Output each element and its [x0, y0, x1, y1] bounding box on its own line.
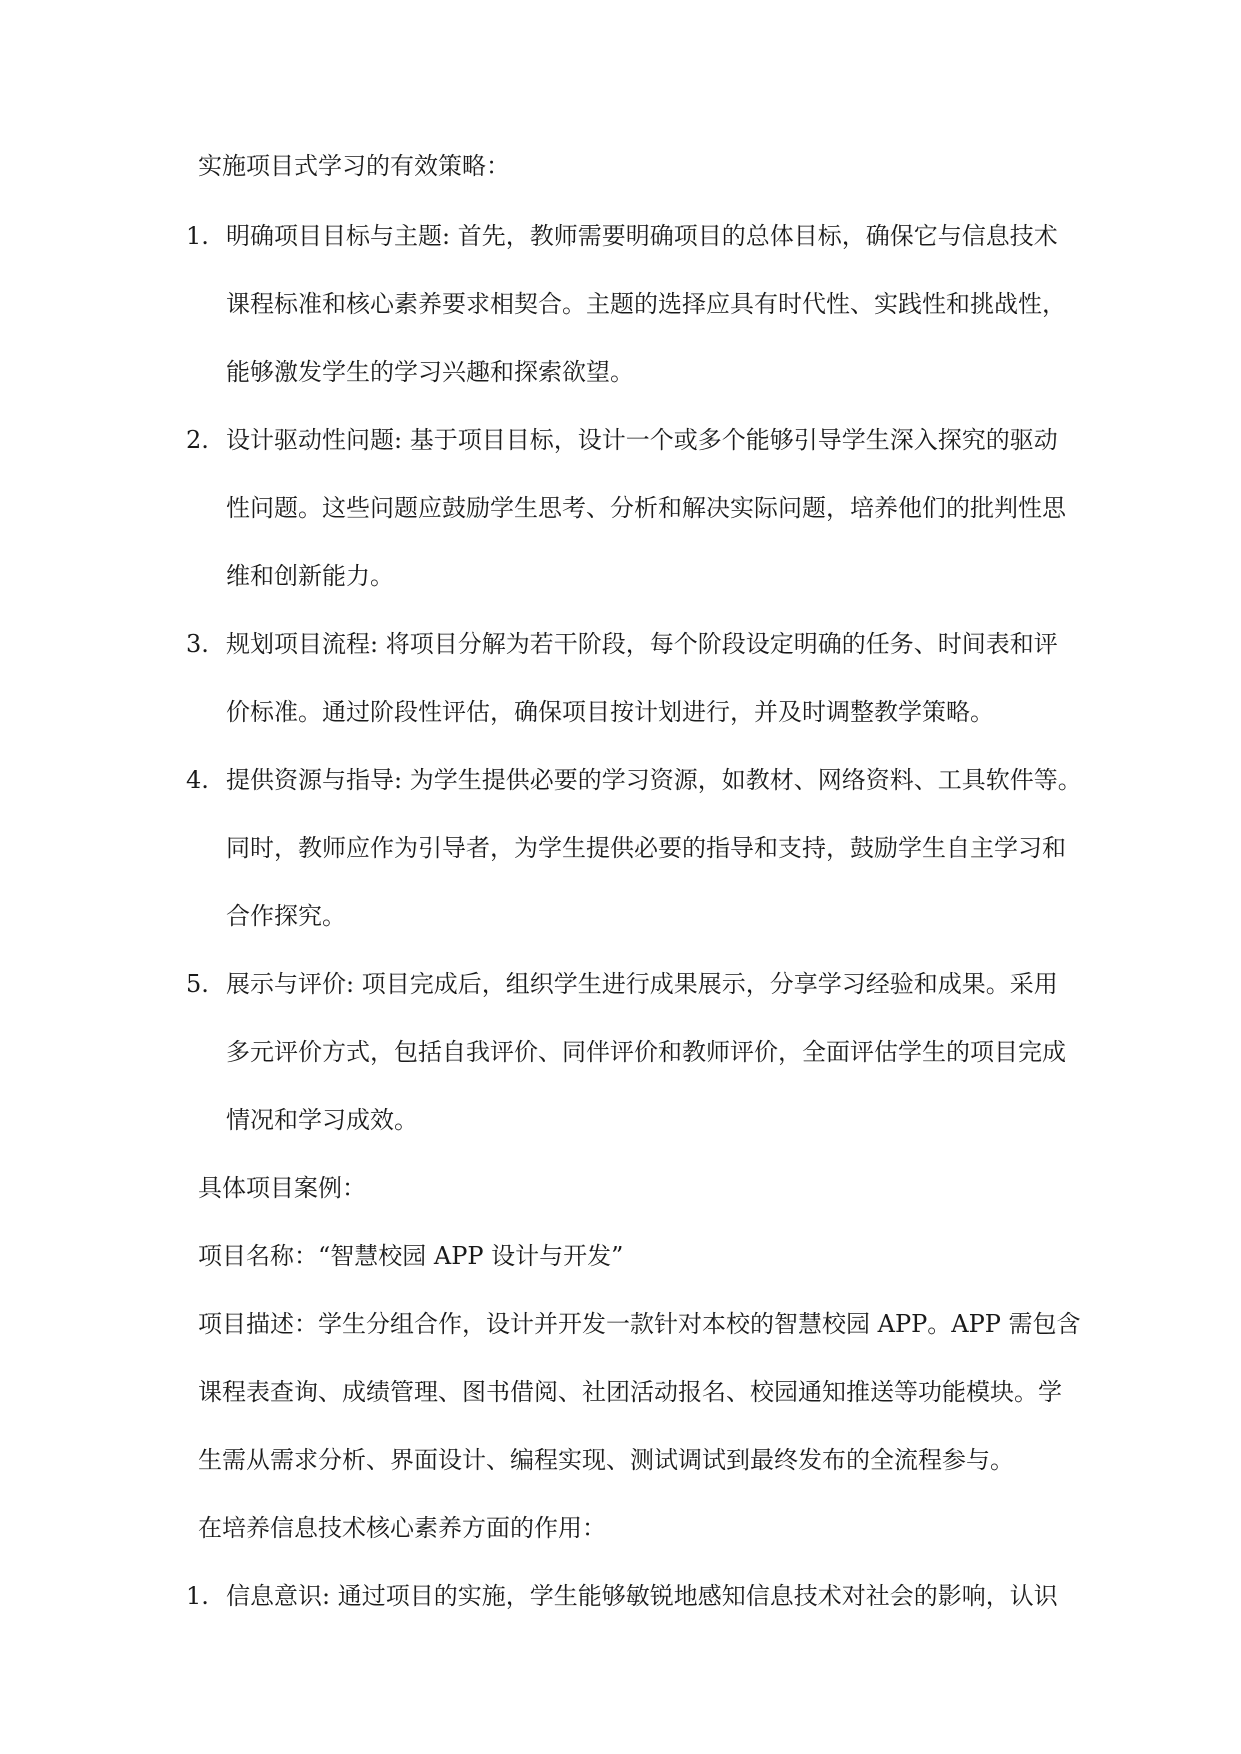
list-number: 1. — [186, 1582, 209, 1610]
list-item-line: 信息意识: 通过项目的实施，学生能够敏锐地感知信息技术对社会的影响，认识 — [226, 1582, 1058, 1610]
list-item-line: 合作探究。 — [226, 902, 346, 930]
project-name: 项目名称：“智慧校园 APP 设计与开发” — [198, 1242, 624, 1270]
list-item-line: 规划项目流程: 将项目分解为若干阶段，每个阶段设定明确的任务、时间表和评 — [226, 630, 1058, 658]
project-description-line: 项目描述：学生分组合作，设计并开发一款针对本校的智慧校园 APP。APP 需包含 — [198, 1310, 1081, 1338]
list-item-line: 提供资源与指导: 为学生提供必要的学习资源，如教材、网络资料、工具软件等。 — [226, 766, 1082, 794]
list-item-line: 价标准。通过阶段性评估，确保项目按计划进行，并及时调整教学策略。 — [226, 698, 994, 726]
list-item-line: 设计驱动性问题: 基于项目目标，设计一个或多个能够引导学生深入探究的驱动 — [226, 426, 1058, 454]
list-item-line: 展示与评价: 项目完成后，组织学生进行成果展示，分享学习经验和成果。采用 — [226, 970, 1058, 998]
list-item-line: 情况和学习成效。 — [226, 1106, 418, 1134]
list-number: 3. — [186, 630, 209, 658]
section-heading: 在培养信息技术核心素养方面的作用： — [198, 1514, 606, 1542]
list-item-line: 性问题。这些问题应鼓励学生思考、分析和解决实际问题，培养他们的批判性思 — [226, 494, 1066, 522]
list-item-line: 维和创新能力。 — [226, 562, 394, 590]
case-heading: 具体项目案例： — [198, 1174, 366, 1202]
list-item-line: 多元评价方式，包括自我评价、同伴评价和教师评价，全面评估学生的项目完成 — [226, 1038, 1066, 1066]
list-item-line: 同时，教师应作为引导者，为学生提供必要的指导和支持，鼓励学生自主学习和 — [226, 834, 1066, 862]
list-item-line: 能够激发学生的学习兴趣和探索欲望。 — [226, 358, 634, 386]
list-number: 4. — [186, 766, 209, 794]
list-item-line: 课程标准和核心素养要求相契合。主题的选择应具有时代性、实践性和挑战性， — [226, 290, 1066, 318]
project-description-line: 课程表查询、成绩管理、图书借阅、社团活动报名、校园通知推送等功能模块。学 — [198, 1378, 1062, 1406]
list-number: 5. — [186, 970, 209, 998]
list-number: 2. — [186, 426, 209, 454]
list-number: 1. — [186, 222, 209, 250]
list-item-line: 明确项目目标与主题: 首先，教师需要明确项目的总体目标，确保它与信息技术 — [226, 222, 1058, 250]
project-description-line: 生需从需求分析、界面设计、编程实现、测试调试到最终发布的全流程参与。 — [198, 1446, 1014, 1474]
section-heading: 实施项目式学习的有效策略： — [198, 152, 510, 180]
